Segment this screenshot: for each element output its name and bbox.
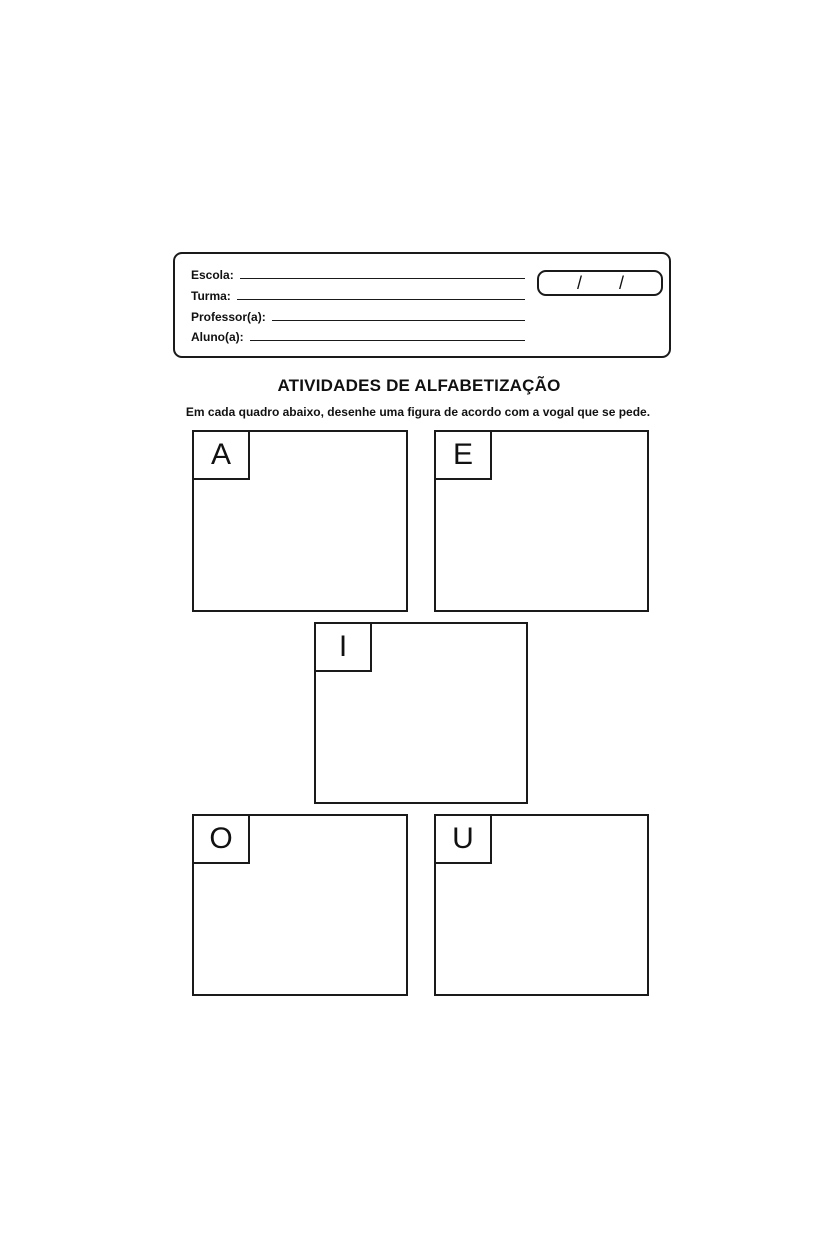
date-separator-1: / (577, 273, 583, 293)
vowel-letter-o: O (209, 822, 233, 855)
drawing-box-i[interactable] (314, 622, 528, 804)
school-label: Escola: (191, 268, 234, 282)
drawing-box-e[interactable] (434, 430, 649, 612)
student-input-line[interactable] (250, 340, 525, 341)
drawing-box-a[interactable] (192, 430, 408, 612)
instruction-text: Em cada quadro abaixo, desenhe uma figura de acordo com a vogal que se pede. (185, 405, 651, 419)
page-title: ATIVIDADES DE ALFABETIZAÇÃO (277, 376, 561, 395)
student-label: Aluno(a): (191, 330, 244, 344)
vowel-label-o (192, 814, 250, 864)
drawing-box-u[interactable] (434, 814, 649, 996)
school-input-line[interactable] (240, 278, 525, 279)
teacher-label: Professor(a): (191, 310, 266, 324)
vowel-label-i (314, 622, 372, 672)
teacher-input-line[interactable] (272, 320, 525, 321)
teacher-field (191, 308, 525, 324)
class-input-line[interactable] (237, 299, 525, 300)
class-label: Turma: (191, 289, 231, 303)
vowel-label-e (434, 430, 492, 480)
date-field[interactable] (537, 270, 663, 296)
school-field (191, 266, 525, 282)
date-separator-2: / (619, 273, 625, 293)
vowel-letter-a: A (210, 438, 231, 471)
vowel-letter-e: E (452, 438, 473, 471)
vowel-letter-u: U (452, 822, 474, 855)
vowel-letter-i: I (338, 630, 348, 663)
class-field (191, 287, 525, 303)
vowel-label-u (434, 814, 492, 864)
drawing-box-o[interactable] (192, 814, 408, 996)
vowel-label-a (192, 430, 250, 480)
student-info-header (173, 252, 671, 358)
student-field (191, 328, 525, 344)
